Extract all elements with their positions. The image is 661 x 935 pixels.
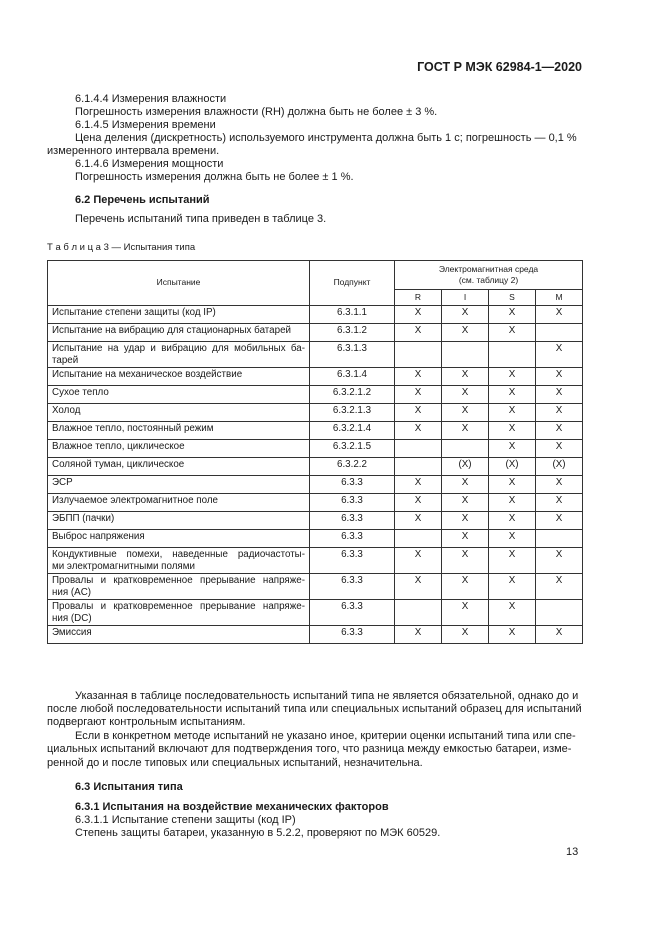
env-r-cell: X <box>395 512 442 530</box>
env-r-cell <box>395 458 442 476</box>
env-r-cell: X <box>395 324 442 342</box>
env-s-cell: X <box>489 494 536 512</box>
subclause-cell: 6.3.3 <box>310 626 395 644</box>
env-m-cell <box>536 600 583 626</box>
table-row <box>48 548 583 574</box>
env-m-cell: X <box>536 548 583 574</box>
ip-test-text: Степень защиты батареи, указанную в 5.2.2, проверяют по МЭК 60529. <box>75 827 441 839</box>
test-name-cell <box>48 342 310 368</box>
test-name-line: ния (DC) <box>52 612 92 624</box>
env-m-cell: X <box>536 476 583 494</box>
subclause-cell: 6.3.2.1.2 <box>310 386 395 404</box>
subclause-cell: 6.3.3 <box>310 600 395 626</box>
env-r-cell: X <box>395 404 442 422</box>
header-env-i: I <box>442 290 489 306</box>
env-r-cell: X <box>395 548 442 574</box>
test-name-line: ния (AC) <box>52 586 92 598</box>
table-row <box>48 512 583 530</box>
table-row <box>48 458 583 476</box>
subclause-cell: 6.3.3 <box>310 548 395 574</box>
test-name-cell <box>48 368 310 386</box>
test-name-cell <box>48 440 310 458</box>
table-row <box>48 574 583 600</box>
table-row <box>48 306 583 324</box>
env-i-cell: X <box>442 306 489 324</box>
env-m-cell: X <box>536 368 583 386</box>
env-i-cell: X <box>442 626 489 644</box>
table-row <box>48 440 583 458</box>
section-6-3-heading: 6.3 Испытания типа <box>75 781 183 793</box>
test-name-cell <box>48 324 310 342</box>
env-s-cell: X <box>489 306 536 324</box>
env-m-cell: X <box>536 342 583 368</box>
env-s-cell: X <box>489 600 536 626</box>
env-m-cell: X <box>536 440 583 458</box>
test-name-line: ЭСР <box>52 477 73 488</box>
time-text-2: измеренного интервала времени. <box>47 145 220 157</box>
test-name-line: Эмиссия <box>52 627 92 638</box>
tests-table <box>47 260 583 644</box>
env-m-cell: X <box>536 574 583 600</box>
env-i-cell: X <box>442 512 489 530</box>
test-name-cell <box>48 306 310 324</box>
test-name-line: тарей <box>52 354 79 366</box>
table-row <box>48 626 583 644</box>
test-name-line: ЭБПП (пачки) <box>52 513 115 524</box>
subclause-cell: 6.3.3 <box>310 494 395 512</box>
env-r-cell: X <box>395 626 442 644</box>
clause-6-1-4-4: 6.1.4.4 Измерения влажности <box>75 93 227 105</box>
subclause-cell: 6.3.2.1.4 <box>310 422 395 440</box>
env-m-cell: X <box>536 512 583 530</box>
test-name-line: Испытание на вибрацию для стационарных батарей <box>52 325 291 336</box>
test-name-cell <box>48 476 310 494</box>
env-m-cell: (X) <box>536 458 583 476</box>
table-row <box>48 476 583 494</box>
env-i-cell: X <box>442 494 489 512</box>
clause-6-1-4-6: 6.1.4.6 Измерения мощности <box>75 158 224 170</box>
test-name-line: Сухое тепло <box>52 387 109 398</box>
section-6-3-1-heading: 6.3.1 Испытания на воздействие механических факторов <box>75 801 389 813</box>
env-i-cell: (X) <box>442 458 489 476</box>
document-header: ГОСТ Р МЭК 62984-1—2020 <box>417 60 582 74</box>
clause-6-1-4-5: 6.1.4.5 Измерения времени <box>75 119 216 131</box>
header-test: Испытание <box>48 261 310 306</box>
test-name-line: Излучаемое электромагнитное поле <box>52 495 218 506</box>
header-subclause: Подпункт <box>310 261 395 306</box>
subclause-cell: 6.3.1.1 <box>310 306 395 324</box>
env-s-cell: X <box>489 440 536 458</box>
subclause-cell: 6.3.3 <box>310 476 395 494</box>
env-i-cell: X <box>442 386 489 404</box>
env-i-cell: X <box>442 368 489 386</box>
test-name-line: Выброс напряжения <box>52 531 145 542</box>
env-r-cell <box>395 530 442 548</box>
test-name-line: Испытание на удар и вибрацию для мобильных ба- <box>52 343 305 354</box>
table-row <box>48 530 583 548</box>
env-s-cell: X <box>489 548 536 574</box>
test-name-line: Холод <box>52 405 81 416</box>
section-6-2-text: Перечень испытаний типа приведен в таблице 3. <box>75 213 327 225</box>
env-r-cell: X <box>395 386 442 404</box>
env-s-cell: X <box>489 626 536 644</box>
table-row <box>48 422 583 440</box>
after-table-line-4: Если в конкретном методе испытаний не указано иное, критерии оценки испытаний типа или спе- <box>75 730 576 742</box>
env-i-cell: X <box>442 574 489 600</box>
env-i-cell <box>442 342 489 368</box>
header-env-r: R <box>395 290 442 306</box>
table-row <box>48 404 583 422</box>
env-s-cell <box>489 342 536 368</box>
env-i-cell <box>442 440 489 458</box>
env-s-cell: X <box>489 574 536 600</box>
env-r-cell: X <box>395 574 442 600</box>
test-name-line: Испытание степени защиты (код IP) <box>52 307 216 318</box>
env-r-cell: X <box>395 494 442 512</box>
test-name-line: Соляной туман, циклическое <box>52 459 185 470</box>
env-s-cell: X <box>489 324 536 342</box>
subclause-cell: 6.3.1.4 <box>310 368 395 386</box>
env-s-cell: (X) <box>489 458 536 476</box>
table-row <box>48 600 583 626</box>
env-m-cell: X <box>536 404 583 422</box>
header-env-line1: Электромагнитная среда <box>438 263 539 274</box>
header-env-m: M <box>536 290 583 306</box>
env-i-cell: X <box>442 422 489 440</box>
test-name-line: Провалы и кратковременное прерывание напряже- <box>52 601 305 612</box>
env-i-cell: X <box>442 324 489 342</box>
humidity-text: Погрешность измерения влажности (RH) должна быть не более ± 3 %. <box>75 106 438 118</box>
subclause-cell: 6.3.2.1.5 <box>310 440 395 458</box>
subclause-cell: 6.3.3 <box>310 530 395 548</box>
after-table-line-1: Указанная в таблице последовательность испытаний типа не является обязательной, однако до и <box>75 690 579 702</box>
test-name-cell <box>48 494 310 512</box>
subclause-cell: 6.3.1.2 <box>310 324 395 342</box>
table-row <box>48 368 583 386</box>
env-s-cell: X <box>489 368 536 386</box>
header-env-s: S <box>489 290 536 306</box>
test-name-line: Провалы и кратковременное прерывание напряже- <box>52 575 305 586</box>
env-r-cell <box>395 600 442 626</box>
test-name-line: Влажное тепло, циклическое <box>52 441 185 452</box>
test-name-cell <box>48 530 310 548</box>
env-i-cell: X <box>442 404 489 422</box>
test-name-line: Влажное тепло, постоянный режим <box>52 423 214 434</box>
table-caption: Т а б л и ц а 3 — Испытания типа <box>47 242 196 253</box>
after-table-line-3: подвергают контрольным испытаниям. <box>47 716 246 728</box>
env-s-cell: X <box>489 512 536 530</box>
env-m-cell <box>536 324 583 342</box>
env-r-cell: X <box>395 422 442 440</box>
subclause-cell: 6.3.3 <box>310 574 395 600</box>
page-number: 13 <box>566 846 579 858</box>
after-table-line-6: ренной до и после типовых или специальных испытаний, незначительна. <box>47 757 423 769</box>
test-name-cell <box>48 600 310 626</box>
env-m-cell: X <box>536 494 583 512</box>
test-name-line: Кондуктивные помехи, наведенные радиочастоты- <box>52 549 305 560</box>
env-i-cell: X <box>442 476 489 494</box>
header-env-line2: (см. таблицу 2) <box>458 275 519 285</box>
env-i-cell: X <box>442 548 489 574</box>
env-s-cell: X <box>489 476 536 494</box>
env-m-cell: X <box>536 422 583 440</box>
test-name-cell <box>48 548 310 574</box>
header-env <box>395 261 583 290</box>
env-r-cell: X <box>395 476 442 494</box>
table-row <box>48 386 583 404</box>
test-name-line: ми электромагнитными полями <box>52 560 195 572</box>
power-text: Погрешность измерения должна быть не более ± 1 %. <box>75 171 354 183</box>
table-row <box>48 324 583 342</box>
subclause-cell: 6.3.2.1.3 <box>310 404 395 422</box>
env-i-cell: X <box>442 530 489 548</box>
env-i-cell: X <box>442 600 489 626</box>
test-name-cell <box>48 512 310 530</box>
table-row <box>48 342 583 368</box>
env-s-cell: X <box>489 422 536 440</box>
test-name-line: Испытание на механическое воздействие <box>52 369 243 380</box>
env-m-cell <box>536 530 583 548</box>
subclause-cell: 6.3.2.2 <box>310 458 395 476</box>
env-m-cell: X <box>536 626 583 644</box>
test-name-cell <box>48 404 310 422</box>
subclause-cell: 6.3.1.3 <box>310 342 395 368</box>
env-s-cell: X <box>489 404 536 422</box>
table-row <box>48 494 583 512</box>
after-table-line-5: циальных испытаний включают для подтверждения того, что разница между емкостью батареи, изме- <box>47 743 572 755</box>
test-name-cell <box>48 574 310 600</box>
clause-6-3-1-1: 6.3.1.1 Испытание степени защиты (код IP) <box>75 814 296 826</box>
test-name-cell <box>48 422 310 440</box>
after-table-line-2: после любой последовательности испытаний типа или специальных испытаний образец для испытаний <box>47 703 582 715</box>
tests-table-body <box>48 306 583 644</box>
test-name-cell <box>48 458 310 476</box>
env-r-cell: X <box>395 368 442 386</box>
env-m-cell: X <box>536 386 583 404</box>
subclause-cell: 6.3.3 <box>310 512 395 530</box>
env-s-cell: X <box>489 530 536 548</box>
env-m-cell: X <box>536 306 583 324</box>
env-r-cell: X <box>395 306 442 324</box>
test-name-cell <box>48 386 310 404</box>
time-text-1: Цена деления (дискретность) используемого инструмента должна быть 1 с; погрешность — 0,1 % <box>75 132 577 144</box>
env-r-cell <box>395 342 442 368</box>
env-r-cell <box>395 440 442 458</box>
section-6-2-heading: 6.2 Перечень испытаний <box>75 194 210 206</box>
env-s-cell: X <box>489 386 536 404</box>
test-name-cell <box>48 626 310 644</box>
